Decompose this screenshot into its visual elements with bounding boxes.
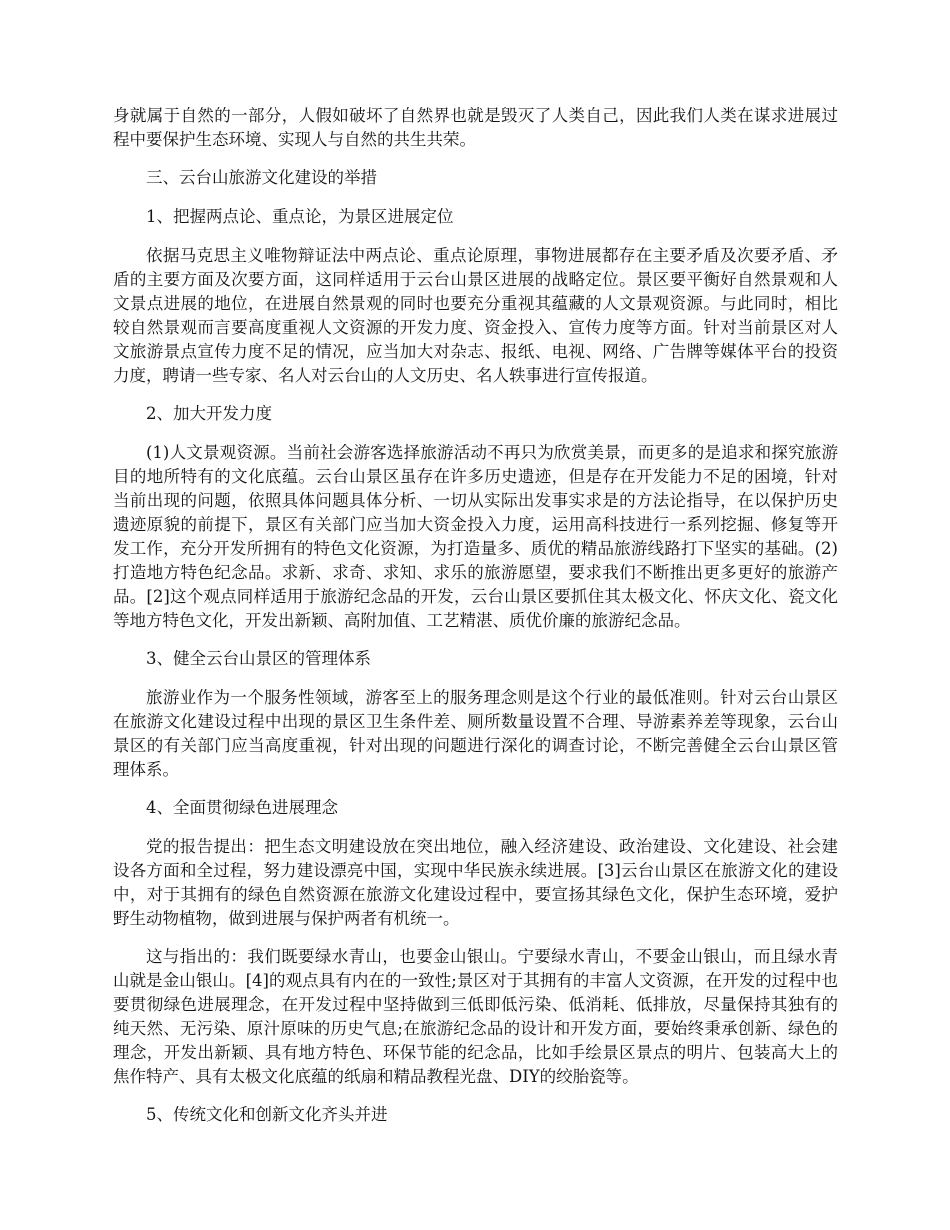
paragraph-5: 党的报告提出：把生态文明建设放在突出地位，融入经济建设、政治建设、文化建设、社会建设各方面和全过程，努力建设漂亮中国，实现中华民族永续进展。[3]云台山景区在旅游文化的建设中，对于其拥有的绿色自然资源在旅游文化建设过程中，要宣扬其绿色文化，保护生态环境，爱护野生动物植物，做到进展与保护两者有机统一。 — [113, 837, 838, 928]
subheading-4: 4、全面贯彻绿色进展理念 — [146, 798, 338, 817]
paragraph-3: (1)人文景观资源。当前社会游客选择旅游活动不再只为欣赏美景，而更多的是追求和探究旅游目的地所特有的文化底蕴。云台山景区虽存在许多历史遗迹，但是存在开发能力不足的困境，针对当前出现的问题，依照具体问题具体分析、一切从实际出发事实求是的方法论指导，在以保护历史遗迹原貌的前提下，景区有关部门应当加大资金投入力度，运用高科技进行一系列挖掘、修复等开发工作，充分开发所拥有的特色文化资源，为打造量多、质优的精品旅游线路打下坚实的基础。(2)打造地方特色纪念品。求新、求奇、求知、求乐的旅游愿望，要求我们不断推出更多更好的旅游产品。[2]这个观点同样适用于旅游纪念品的开发，云台山景区要抓住其太极文化、怀庆文化、瓷文化等地方特色文化，开发出新颖、高附加值、工艺精湛、质优价廉的旅游纪念品。 — [113, 443, 838, 630]
paragraph-2: 依据马克思主义唯物辩证法中两点论、重点论原理，事物进展都存在主要矛盾及次要矛盾、矛盾的主要方面及次要方面，这同样适用于云台山景区进展的战略定位。景区要平衡好自然景观和人文景点进展的地位，在进展自然景观的同时也要充分重视其蕴藏的人文景观资源。与此同时，相比较自然景观而言要高度重视人文资源的开发力度、资金投入、宣传力度等方面。针对当前景区对人文旅游景点宣传力度不足的情况，应当加大对杂志、报纸、电视、网络、广告牌等媒体平台的投资力度，聘请一些专家、名人对云台山的人文历史、名人轶事进行宣传报道。 — [113, 246, 838, 385]
subheading-5: 5、传统文化和创新文化齐头并进 — [146, 1105, 388, 1124]
paragraph-4: 旅游业作为一个服务性领域，游客至上的服务理念则是这个行业的最低准则。针对云台山景区在旅游文化建设过程中出现的景区卫生条件差、厕所数量设置不合理、导游素养差等现象，云台山景区的有关部门应当高度重视，针对出现的问题进行深化的调查讨论，不断完善健全云台山景区管理体系。 — [113, 688, 838, 779]
paragraph-6: 这与指出的：我们既要绿水青山，也要金山银山。宁要绿水青山，不要金山银山，而且绿水青山就是金山银山。[4]的观点具有内在的一致性;景区对于其拥有的丰富人文资源，在开发的过程中也要贯彻绿色进展理念，在开发过程中坚持做到三低即低污染、低消耗、低排放，尽量保持其独有的纯天然、无污染、原汁原味的历史气息;在旅游纪念品的设计和开发方面，要始终秉承创新、绿色的理念，开发出新颖、具有地方特色、环保节能的纪念品，比如手绘景区景点的明片、包装高大上的焦作特产、具有太极文化底蕴的纸扇和精品教程光盘、DIY的绞胎瓷等。 — [113, 947, 838, 1086]
subheading-2: 2、加大开发力度 — [146, 404, 272, 423]
section-heading-3: 三、云台山旅游文化建设的举措 — [146, 168, 377, 187]
subheading-3: 3、健全云台山景区的管理体系 — [146, 649, 371, 668]
subheading-1: 1、把握两点论、重点论，为景区进展定位 — [146, 207, 454, 226]
document-body — [113, 104, 838, 1142]
paragraph-1: 身就属于自然的一部分，人假如破坏了自然界也就是毁灭了人类自己，因此我们人类在谋求进展过程中要保护生态环境、实现人与自然的共生共荣。 — [113, 106, 838, 149]
